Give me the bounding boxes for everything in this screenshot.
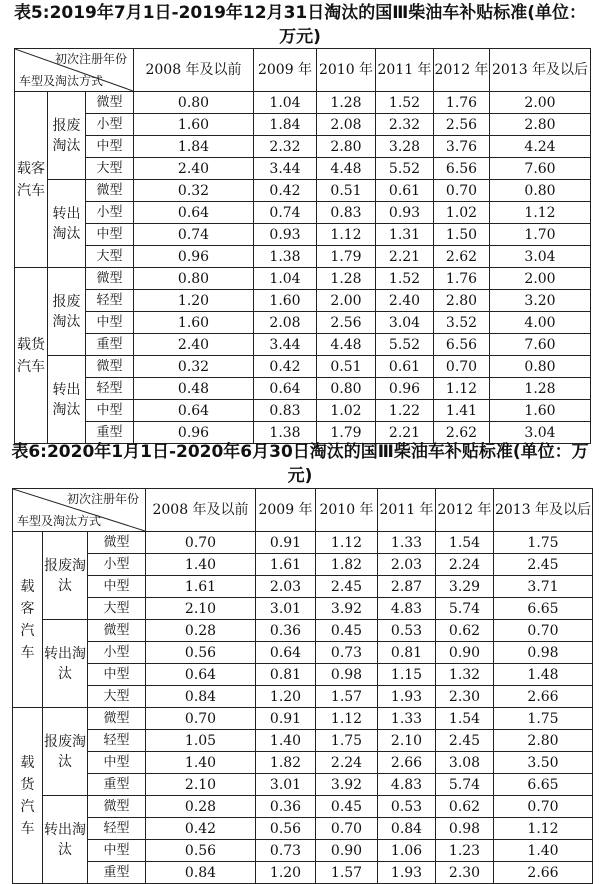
subsidy-value-cell: 0.32 [134,356,254,378]
subsidy-value-cell: 0.84 [378,818,436,840]
disposal-method-cell: 转出淘汰 [48,180,86,268]
vehicle-size-cell: 中型 [86,312,134,334]
subsidy-value-cell: 1.75 [316,730,378,752]
table-row [15,224,591,246]
subsidy-value-cell: 1.41 [434,400,490,422]
subsidy-value-cell: 0.42 [254,180,317,202]
subsidy-value-cell: 0.70 [434,180,490,202]
year-header: 2011 年 [376,49,434,92]
subsidy-value-cell: 1.60 [134,114,254,136]
subsidy-value-cell: 0.81 [256,664,316,686]
subsidy-value-cell: 1.23 [436,840,494,862]
year-header: 2009 年 [256,489,316,532]
subsidy-value-cell: 3.92 [316,774,378,796]
subsidy-value-cell: 2.45 [316,576,378,598]
header-row [13,489,593,532]
subsidy-value-cell: 2.56 [317,312,376,334]
year-header: 2010 年 [316,489,378,532]
table-row [15,92,591,114]
subsidy-value-cell: 1.12 [316,708,378,730]
table-row [15,290,591,312]
subsidy-value-cell: 0.53 [378,796,436,818]
vehicle-size-cell: 中型 [88,576,146,598]
vehicle-size-cell: 重型 [88,774,146,796]
subsidy-value-cell: 0.70 [434,356,490,378]
subsidy-value-cell: 2.00 [490,92,591,114]
table-row [13,554,593,576]
vehicle-size-cell: 小型 [88,554,146,576]
disposal-method-cell: 报废淘汰 [48,268,86,356]
table-row [15,400,591,422]
subsidy-value-cell: 2.66 [494,862,593,884]
table-row [15,312,591,334]
subsidy-value-cell: 2.45 [436,730,494,752]
subsidy-value-cell: 0.96 [376,378,434,400]
subsidy-value-cell: 1.28 [490,378,591,400]
subsidy-value-cell: 1.33 [378,708,436,730]
table-row [15,136,591,158]
disposal-method-cell: 转出淘汰 [48,356,86,444]
subsidy-value-cell: 2.32 [376,114,434,136]
subsidy-value-cell: 0.83 [317,202,376,224]
subsidy-table-2020 [12,488,593,884]
subsidy-value-cell: 0.48 [134,378,254,400]
subsidy-value-cell: 0.56 [146,840,256,862]
table-row [13,774,593,796]
subsidy-value-cell: 0.64 [134,202,254,224]
subsidy-value-cell: 2.08 [317,114,376,136]
vehicle-size-cell: 重型 [88,862,146,884]
subsidy-value-cell: 1.82 [316,554,378,576]
subsidy-value-cell: 1.54 [436,708,494,730]
subsidy-value-cell: 2.30 [436,862,494,884]
subsidy-value-cell: 1.38 [254,246,317,268]
vehicle-size-cell: 大型 [88,598,146,620]
subsidy-value-cell: 0.90 [436,642,494,664]
subsidy-value-cell: 0.74 [134,224,254,246]
subsidy-value-cell: 2.10 [146,598,256,620]
table-row [13,664,593,686]
subsidy-value-cell: 2.24 [316,752,378,774]
subsidy-value-cell: 0.70 [146,708,256,730]
vehicle-size-cell: 小型 [86,114,134,136]
subsidy-value-cell: 6.56 [434,334,490,356]
subsidy-value-cell: 5.74 [436,598,494,620]
table-row [15,114,591,136]
subsidy-value-cell: 1.20 [134,290,254,312]
subsidy-value-cell: 1.60 [254,290,317,312]
subsidy-value-cell: 0.28 [146,796,256,818]
subsidy-value-cell: 1.84 [134,136,254,158]
table-row [13,620,593,642]
subsidy-value-cell: 0.70 [146,532,256,554]
vehicle-size-cell: 中型 [88,840,146,862]
subsidy-value-cell: 1.70 [490,224,591,246]
subsidy-value-cell: 5.52 [376,158,434,180]
subsidy-value-cell: 0.56 [256,818,316,840]
table-row [15,334,591,356]
subsidy-value-cell: 0.42 [254,356,317,378]
subsidy-value-cell: 0.91 [256,708,316,730]
subsidy-value-cell: 3.50 [494,752,593,774]
subsidy-value-cell: 3.04 [376,312,434,334]
subsidy-value-cell: 1.57 [316,862,378,884]
subsidy-value-cell: 1.50 [434,224,490,246]
subsidy-value-cell: 3.04 [490,246,591,268]
subsidy-value-cell: 4.83 [378,774,436,796]
subsidy-value-cell: 1.61 [256,554,316,576]
subsidy-value-cell: 2.24 [436,554,494,576]
vehicle-size-cell: 微型 [88,796,146,818]
table-row [13,532,593,554]
subsidy-value-cell: 2.40 [134,334,254,356]
subsidy-value-cell: 0.84 [146,862,256,884]
subsidy-value-cell: 1.40 [146,554,256,576]
subsidy-value-cell: 0.64 [146,664,256,686]
subsidy-value-cell: 2.56 [434,114,490,136]
subsidy-value-cell: 3.04 [490,422,591,444]
table-row [13,708,593,730]
subsidy-value-cell: 1.20 [256,686,316,708]
table-row [15,246,591,268]
subsidy-value-cell: 0.70 [316,818,378,840]
year-header: 2011 年 [378,489,436,532]
vehicle-size-cell: 微型 [86,268,134,290]
corner-label-type: 车型及淘汰方式 [17,514,102,528]
vehicle-size-cell: 中型 [88,664,146,686]
subsidy-value-cell: 1.05 [146,730,256,752]
disposal-method-cell: 报废淘汰 [43,532,88,620]
table-row [15,378,591,400]
corner-label-type: 车型及淘汰方式 [19,74,104,88]
subsidy-value-cell: 1.12 [494,818,593,840]
subsidy-value-cell: 1.52 [376,268,434,290]
subsidy-value-cell: 0.93 [254,224,317,246]
subsidy-value-cell: 2.10 [378,730,436,752]
subsidy-value-cell: 0.80 [317,378,376,400]
subsidy-value-cell: 1.75 [494,708,593,730]
subsidy-value-cell: 0.32 [134,180,254,202]
subsidy-value-cell: 2.21 [376,422,434,444]
subsidy-value-cell: 1.79 [317,246,376,268]
table-row [15,268,591,290]
subsidy-value-cell: 1.76 [434,92,490,114]
vehicle-size-cell: 大型 [88,686,146,708]
vehicle-size-cell: 中型 [86,224,134,246]
table-row [15,158,591,180]
subsidy-value-cell: 0.56 [146,642,256,664]
subsidy-value-cell: 2.32 [254,136,317,158]
subsidy-value-cell: 2.03 [256,576,316,598]
vehicle-size-cell: 微型 [88,620,146,642]
subsidy-value-cell: 1.79 [317,422,376,444]
subsidy-value-cell: 2.45 [494,554,593,576]
year-header: 2009 年 [254,49,317,92]
subsidy-value-cell: 3.29 [436,576,494,598]
subsidy-value-cell: 0.80 [490,180,591,202]
subsidy-value-cell: 0.98 [316,664,378,686]
subsidy-value-cell: 0.62 [436,620,494,642]
table-row [13,818,593,840]
subsidy-value-cell: 4.48 [317,158,376,180]
subsidy-value-cell: 0.42 [146,818,256,840]
subsidy-value-cell: 1.93 [378,862,436,884]
subsidy-value-cell: 3.76 [434,136,490,158]
year-header: 2008 年及以前 [146,489,256,532]
table-row [13,840,593,862]
subsidy-value-cell: 0.36 [256,796,316,818]
subsidy-value-cell: 0.64 [254,378,317,400]
subsidy-value-cell: 3.44 [254,158,317,180]
subsidy-value-cell: 0.98 [494,642,593,664]
disposal-method-cell: 报废淘汰 [48,92,86,180]
subsidy-value-cell: 0.61 [376,180,434,202]
subsidy-value-cell: 0.64 [256,642,316,664]
year-header: 2008 年及以前 [134,49,254,92]
subsidy-value-cell: 2.80 [434,290,490,312]
subsidy-value-cell: 3.20 [490,290,591,312]
subsidy-value-cell: 0.93 [376,202,434,224]
subsidy-value-cell: 1.60 [490,400,591,422]
subsidy-value-cell: 1.40 [256,730,316,752]
header-row [15,49,591,92]
year-header: 2013 年及以后 [494,489,593,532]
vehicle-size-cell: 重型 [86,422,134,444]
subsidy-value-cell: 5.52 [376,334,434,356]
vehicle-size-cell: 中型 [86,136,134,158]
vehicle-size-cell: 微型 [88,708,146,730]
subsidy-value-cell: 1.12 [434,378,490,400]
subsidy-value-cell: 0.36 [256,620,316,642]
subsidy-value-cell: 0.64 [134,400,254,422]
subsidy-value-cell: 4.83 [378,598,436,620]
subsidy-value-cell: 1.15 [378,664,436,686]
subsidy-value-cell: 1.54 [436,532,494,554]
subsidy-value-cell: 2.66 [378,752,436,774]
subsidy-value-cell: 1.28 [317,268,376,290]
subsidy-value-cell: 1.38 [254,422,317,444]
subsidy-value-cell: 0.84 [146,686,256,708]
subsidy-value-cell: 0.51 [317,180,376,202]
subsidy-value-cell: 0.53 [378,620,436,642]
subsidy-value-cell: 1.04 [254,268,317,290]
disposal-method-cell: 转出淘汰 [43,620,88,708]
vehicle-size-cell: 微型 [86,180,134,202]
subsidy-value-cell: 0.90 [316,840,378,862]
subsidy-value-cell: 1.60 [134,312,254,334]
subsidy-value-cell: 1.76 [434,268,490,290]
subsidy-value-cell: 1.61 [146,576,256,598]
table-row [13,686,593,708]
vehicle-size-cell: 轻型 [88,818,146,840]
subsidy-value-cell: 0.61 [376,356,434,378]
subsidy-value-cell: 1.57 [316,686,378,708]
vehicle-size-cell: 微型 [86,356,134,378]
subsidy-value-cell: 3.92 [316,598,378,620]
subsidy-value-cell: 6.65 [494,774,593,796]
subsidy-table-2019 [14,48,591,444]
year-header: 2012 年 [434,49,490,92]
vehicle-size-cell: 轻型 [86,290,134,312]
vehicle-size-cell: 微型 [88,532,146,554]
subsidy-value-cell: 3.28 [376,136,434,158]
subsidy-value-cell: 7.60 [490,158,591,180]
vehicle-size-cell: 轻型 [86,378,134,400]
subsidy-value-cell: 1.48 [494,664,593,686]
corner-header-cell [15,49,134,92]
subsidy-value-cell: 2.80 [494,730,593,752]
subsidy-value-cell: 1.31 [376,224,434,246]
corner-label-year: 初次注册年份 [67,492,140,506]
subsidy-value-cell: 0.73 [256,840,316,862]
vehicle-size-cell: 大型 [86,158,134,180]
subsidy-value-cell: 4.24 [490,136,591,158]
subsidy-value-cell: 0.51 [317,356,376,378]
table-row [13,862,593,884]
subsidy-value-cell: 0.45 [316,796,378,818]
subsidy-value-cell: 1.12 [490,202,591,224]
subsidy-value-cell: 1.40 [494,840,593,862]
subsidy-value-cell: 6.65 [494,598,593,620]
table-row [15,356,591,378]
subsidy-value-cell: 5.74 [436,774,494,796]
disposal-method-cell: 报废淘汰 [43,708,88,796]
subsidy-value-cell: 4.00 [490,312,591,334]
disposal-method-cell: 转出淘汰 [43,796,88,884]
table-5-title: 表5:2019年7月1日-2019年12月31日淘汰的国Ⅲ柴油车补贴标准(单位：万元) [13,3,587,47]
subsidy-value-cell: 0.83 [254,400,317,422]
table-6-title: 表6:2020年1月1日-2020年6月30日淘汰的国Ⅲ柴油车补贴标准(单位：万元) [11,442,589,486]
subsidy-value-cell: 6.56 [434,158,490,180]
subsidy-value-cell: 3.52 [434,312,490,334]
table-row [13,796,593,818]
subsidy-value-cell: 1.06 [378,840,436,862]
subsidy-value-cell: 1.20 [256,862,316,884]
subsidy-value-cell: 2.08 [254,312,317,334]
subsidy-value-cell: 1.04 [254,92,317,114]
subsidy-value-cell: 0.28 [146,620,256,642]
subsidy-value-cell: 2.62 [434,246,490,268]
vehicle-type-cell: 载客汽车 [13,532,43,708]
subsidy-value-cell: 2.10 [146,774,256,796]
vehicle-size-cell: 中型 [86,400,134,422]
vehicle-size-cell: 小型 [86,202,134,224]
subsidy-value-cell: 0.80 [490,356,591,378]
vehicle-size-cell: 中型 [88,752,146,774]
subsidy-value-cell: 3.44 [254,334,317,356]
subsidy-value-cell: 1.40 [146,752,256,774]
table-row [15,202,591,224]
vehicle-size-cell: 微型 [86,92,134,114]
subsidy-value-cell: 1.33 [378,532,436,554]
subsidy-value-cell: 0.80 [134,268,254,290]
subsidy-value-cell: 0.98 [436,818,494,840]
subsidy-value-cell: 2.87 [378,576,436,598]
table-row [13,730,593,752]
vehicle-type-cell: 载货汽车 [13,708,43,884]
subsidy-value-cell: 1.02 [317,400,376,422]
subsidy-value-cell: 0.70 [494,620,593,642]
subsidy-value-cell: 0.80 [134,92,254,114]
subsidy-value-cell: 1.75 [494,532,593,554]
subsidy-value-cell: 3.01 [256,598,316,620]
subsidy-value-cell: 2.30 [436,686,494,708]
subsidy-value-cell: 2.03 [378,554,436,576]
table-row [15,180,591,202]
subsidy-value-cell: 2.00 [490,268,591,290]
subsidy-value-cell: 1.82 [256,752,316,774]
subsidy-value-cell: 1.12 [317,224,376,246]
subsidy-value-cell: 0.74 [254,202,317,224]
vehicle-type-cell: 载货汽车 [15,268,48,444]
subsidy-value-cell: 1.84 [254,114,317,136]
corner-label-year: 初次注册年份 [55,52,128,66]
year-header: 2013 年及以后 [490,49,591,92]
subsidy-value-cell: 1.93 [378,686,436,708]
subsidy-value-cell: 1.12 [316,532,378,554]
subsidy-value-cell: 0.45 [316,620,378,642]
corner-header-cell [13,489,146,532]
subsidy-value-cell: 1.28 [317,92,376,114]
subsidy-value-cell: 1.02 [434,202,490,224]
subsidy-value-cell: 1.52 [376,92,434,114]
vehicle-type-cell: 载客汽车 [15,92,48,268]
year-header: 2012 年 [436,489,494,532]
vehicle-size-cell: 大型 [86,246,134,268]
subsidy-value-cell: 2.21 [376,246,434,268]
subsidy-value-cell: 0.81 [378,642,436,664]
table-row [13,598,593,620]
vehicle-size-cell: 轻型 [88,730,146,752]
subsidy-value-cell: 3.71 [494,576,593,598]
subsidy-value-cell: 0.70 [494,796,593,818]
vehicle-size-cell: 重型 [86,334,134,356]
subsidy-value-cell: 2.80 [317,136,376,158]
subsidy-value-cell: 4.48 [317,334,376,356]
table-row [13,752,593,774]
subsidy-value-cell: 0.91 [256,532,316,554]
subsidy-value-cell: 1.22 [376,400,434,422]
subsidy-value-cell: 2.62 [434,422,490,444]
subsidy-value-cell: 1.32 [436,664,494,686]
subsidy-value-cell: 0.96 [134,422,254,444]
subsidy-value-cell: 2.80 [490,114,591,136]
subsidy-value-cell: 3.01 [256,774,316,796]
subsidy-value-cell: 2.00 [317,290,376,312]
subsidy-value-cell: 2.66 [494,686,593,708]
subsidy-value-cell: 7.60 [490,334,591,356]
subsidy-value-cell: 2.40 [376,290,434,312]
year-header: 2010 年 [317,49,376,92]
subsidy-value-cell: 2.40 [134,158,254,180]
subsidy-value-cell: 0.73 [316,642,378,664]
subsidy-value-cell: 0.96 [134,246,254,268]
vehicle-size-cell: 小型 [88,642,146,664]
subsidy-value-cell: 0.62 [436,796,494,818]
subsidy-value-cell: 3.08 [436,752,494,774]
table-row [13,576,593,598]
table-row [13,642,593,664]
